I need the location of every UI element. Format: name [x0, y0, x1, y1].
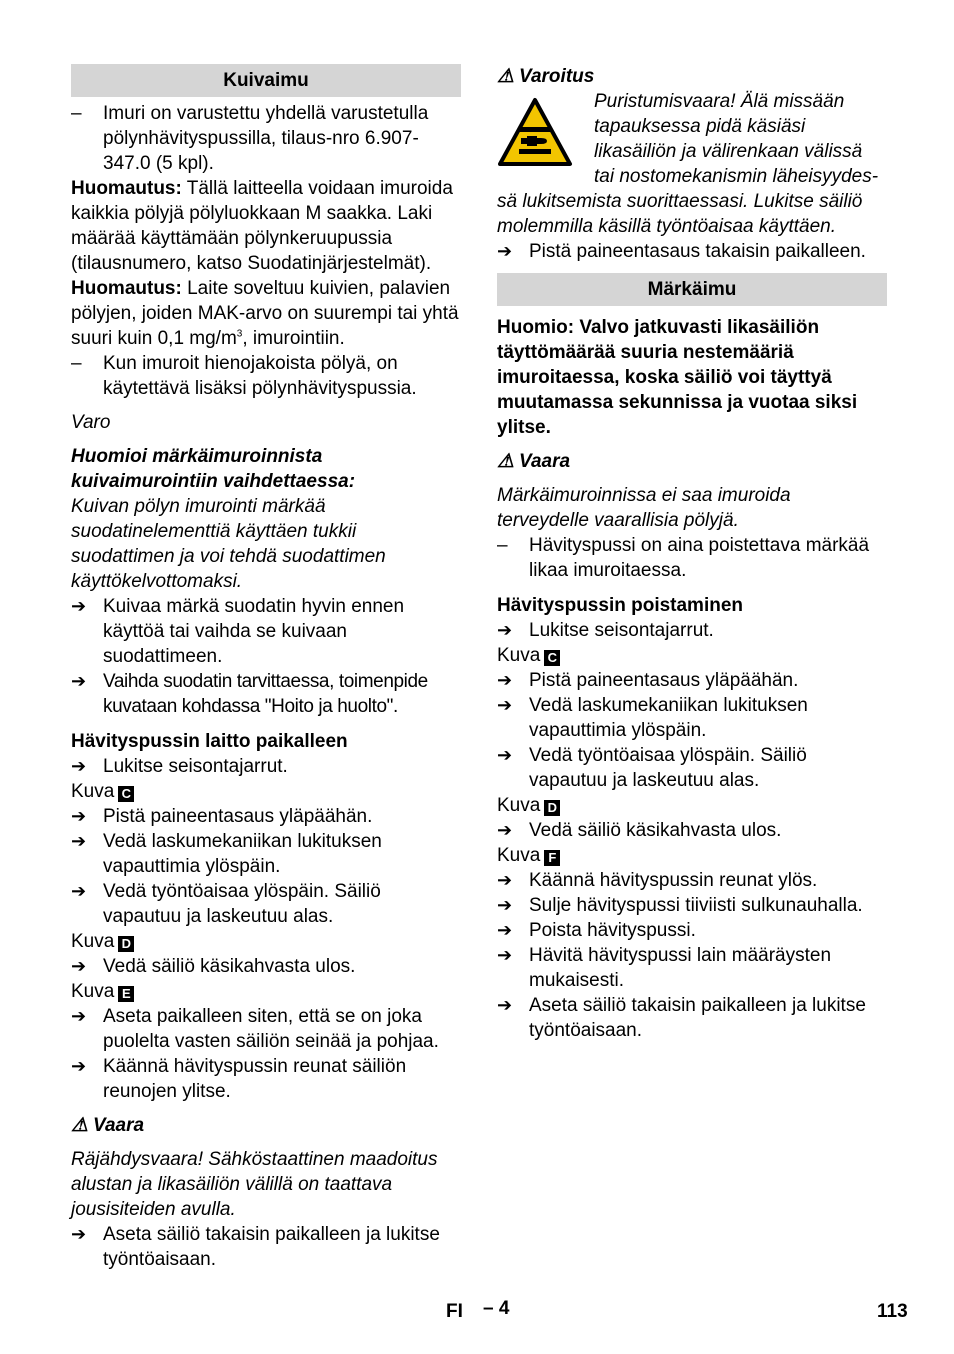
figure-reference — [497, 843, 887, 868]
left-column — [71, 64, 461, 1272]
step-text: Vedä työntöaisaa ylöspäin. Säiliö vapautuu ja laskeutuu alas. — [103, 881, 381, 927]
caution-label: Varo — [71, 412, 111, 433]
note-text: Laite soveltuu kuivien, palavien pölyjen, joiden MAK-arvo on suurempi tai yhtä suuri kuin 0,1 mg/m — [71, 278, 459, 349]
section-heading-markaimu: Märkäimu — [497, 273, 887, 306]
step-text: Sulje hävityspussi tiiviisti sulkunauhalla. — [529, 895, 863, 916]
figure-reference — [71, 779, 461, 804]
step-text: Poista hävityspussi. — [529, 920, 696, 941]
arrow-icon: ➔ — [71, 596, 87, 616]
note-paragraph — [71, 276, 461, 351]
step-item — [497, 618, 887, 643]
step-text: Vedä säiliö käsikahvasta ulos. — [103, 956, 356, 977]
figure-letter: E — [118, 986, 134, 1002]
step-item — [497, 818, 887, 843]
list-item — [71, 351, 461, 401]
warning-icon: ⚠ — [71, 1115, 89, 1136]
step-item — [71, 804, 461, 829]
step-text: Käännä hävityspussin reunat säiliön reunojen ylitse. — [103, 1056, 407, 1102]
step-text: Aseta säiliö takaisin paikalleen ja lukitse työntöaisaan. — [103, 1224, 440, 1270]
step-text: Vedä säiliö käsikahvasta ulos. — [529, 820, 782, 841]
figure-letter: C — [544, 650, 560, 666]
subheading-bag-removal: Hävityspussin poistaminen — [497, 595, 744, 616]
step-text: Pistä paineentasaus yläpäähän. — [103, 806, 373, 827]
danger-label: Vaara — [93, 1115, 145, 1136]
step-text: Pistä paineentasaus takaisin paikalleen. — [529, 241, 866, 262]
crush-hazard-icon — [497, 97, 573, 167]
step-item — [71, 879, 461, 929]
step-text: Pistä paineentasaus yläpäähän. — [529, 670, 799, 691]
danger-heading — [497, 449, 887, 474]
step-text: Lukitse seisontajarrut. — [529, 620, 714, 641]
warning-text: Puristumisvaara! Älä missään tapauksessa pidä käsiäsi likasäiliön ja välirenkaan välissä tai nostomekanismin läheisyydes- — [594, 91, 879, 187]
step-item — [497, 943, 887, 993]
arrow-icon: ➔ — [497, 620, 513, 640]
step-item — [71, 829, 461, 879]
step-text: Lukitse seisontajarrut. — [103, 756, 288, 777]
page-number: 113 — [877, 1301, 908, 1322]
step-item — [497, 693, 887, 743]
arrow-icon: ➔ — [497, 895, 513, 915]
step-item — [497, 893, 887, 918]
arrow-icon: ➔ — [71, 956, 87, 976]
step-item — [71, 594, 461, 669]
dash-marker: – — [497, 535, 508, 556]
arrow-icon: ➔ — [71, 671, 87, 691]
step-text: Kuivaa märkä suodatin hyvin ennen käyttöä tai vaihda se kuivaan suodattimeen. — [103, 596, 405, 667]
step-item — [71, 954, 461, 979]
danger-label: Vaara — [519, 451, 571, 472]
footer-page-marker: – 4 — [483, 1298, 510, 1319]
danger-text: Märkäimuroinnissa ei saa imuroida terveydelle vaarallisia pölyjä. — [497, 485, 791, 531]
note-paragraph — [71, 176, 461, 276]
step-item — [497, 993, 887, 1043]
superscript: 3 — [236, 328, 243, 340]
figure-label: Kuva — [497, 845, 541, 866]
figure-label: Kuva — [497, 645, 541, 666]
subheading-bag-install: Hävityspussin laitto paikalleen — [71, 731, 348, 752]
arrow-icon: ➔ — [71, 1056, 87, 1076]
step-item — [497, 668, 887, 693]
paragraph-text: Kun imuroit hienojakoista pölyä, on käytettävä lisäksi pölynhävityspussia. — [103, 353, 417, 399]
note-text: Tällä laitteella voidaan imuroida kaikkia pölyjä pölyluokkaan M saakka. Laki määrää käyttämään pölynkeruupussia (tilausnumero, katso Suodatinjärjestelmät). — [71, 178, 453, 274]
step-text: Vedä työntöaisaa ylöspäin. Säiliö vapautuu ja laskeutuu alas. — [529, 745, 807, 791]
step-item — [71, 754, 461, 779]
arrow-icon: ➔ — [71, 806, 87, 826]
figure-reference — [71, 929, 461, 954]
arrow-icon: ➔ — [497, 995, 513, 1015]
attention-text: Huomio: Valvo jatkuvasti likasäiliön täyttömäärää suuria nestemääriä imuroitaessa, koska säiliö voi täyttyä muutamassa sekunnissa ja vuotaa siksi ylitse. — [497, 317, 858, 438]
warning-label: Varoitus — [519, 66, 595, 87]
figure-label: Kuva — [71, 781, 115, 802]
arrow-icon: ➔ — [71, 881, 87, 901]
paragraph-text: Hävityspussi on aina poistettava märkää likaa imuroitaessa. — [529, 535, 870, 581]
step-item — [71, 1222, 461, 1272]
arrow-icon: ➔ — [497, 745, 513, 765]
arrow-icon: ➔ — [497, 870, 513, 890]
arrow-icon: ➔ — [71, 756, 87, 776]
dash-marker: – — [71, 353, 82, 374]
danger-text: Räjähdysvaara! Sähköstaattinen maadoitus alustan ja likasäiliön välillä on taattava jousisiteiden avulla. — [71, 1149, 438, 1220]
warning-icon: ⚠ — [497, 66, 515, 87]
arrow-icon: ➔ — [497, 695, 513, 715]
step-text: Käännä hävityspussin reunat ylös. — [529, 870, 818, 891]
figure-reference — [497, 793, 887, 818]
figure-letter: D — [544, 800, 560, 816]
danger-heading — [71, 1113, 461, 1138]
step-text: Aseta paikalleen siten, että se on joka puolelta vasten säiliön seinää ja pohjaa. — [103, 1006, 439, 1052]
figure-letter: F — [544, 850, 560, 866]
arrow-icon: ➔ — [497, 820, 513, 840]
step-item — [497, 868, 887, 893]
step-item — [497, 743, 887, 793]
list-item — [71, 101, 461, 176]
figure-label: Kuva — [71, 931, 115, 952]
dash-marker: – — [71, 103, 82, 124]
figure-letter: C — [118, 786, 134, 802]
section-heading-kuivaimu: Kuivaimu — [71, 64, 461, 97]
arrow-icon: ➔ — [497, 920, 513, 940]
step-text: Hävitä hävityspussi lain määräysten mukaisesti. — [529, 945, 832, 991]
arrow-icon: ➔ — [497, 945, 513, 965]
note-label: Huomautus: — [71, 278, 182, 299]
step-text: Vedä laskumekaniikan lukituksen vapauttimia ylöspäin. — [529, 695, 808, 741]
footer-language: FI — [446, 1301, 463, 1322]
step-text: Vaihda suodatin tarvittaessa, toimenpide kuvataan kohdassa "Hoito ja huolto". — [103, 671, 428, 717]
step-text: Aseta säiliö takaisin paikalleen ja lukitse työntöaisaan. — [529, 995, 866, 1041]
note-text: , imurointiin. — [242, 328, 345, 349]
step-item — [71, 1054, 461, 1104]
figure-label: Kuva — [71, 981, 115, 1002]
warning-text-continued: sä lukitsemista suorittaessasi. Lukitse säiliö molemmilla käsillä työntöaisaa käyttäen. — [497, 191, 863, 237]
step-text: Vedä laskumekaniikan lukituksen vapauttimia ylöspäin. — [103, 831, 382, 877]
arrow-icon: ➔ — [71, 831, 87, 851]
warning-heading — [497, 64, 887, 89]
figure-letter: D — [118, 936, 134, 952]
paragraph-text: Imuri on varustettu yhdellä varustetulla pölynhävityspussilla, tilaus-nro 6.907-347.0 (5 kpl). — [103, 103, 429, 174]
step-item — [71, 669, 461, 719]
figure-reference — [497, 643, 887, 668]
warning-icon: ⚠ — [497, 451, 515, 472]
caution-text: Kuivan pölyn imurointi märkää suodatinelementtiä käyttäen tukkii suodattimen ja voi tehdä suodattimen käyttökelvottomaksi. — [71, 496, 386, 592]
arrow-icon: ➔ — [497, 241, 513, 261]
arrow-icon: ➔ — [71, 1224, 87, 1244]
right-column — [497, 64, 887, 1043]
step-item — [71, 1004, 461, 1054]
figure-label: Kuva — [497, 795, 541, 816]
figure-reference — [71, 979, 461, 1004]
caution-bold-text: Huomioi märkäimuroinnista kuivaimurointiin vaihdettaessa: — [71, 446, 356, 492]
step-item — [497, 918, 887, 943]
note-label: Huomautus: — [71, 178, 182, 199]
step-item — [497, 239, 887, 264]
arrow-icon: ➔ — [497, 670, 513, 690]
list-item — [497, 533, 887, 583]
arrow-icon: ➔ — [71, 1006, 87, 1026]
warning-block — [497, 89, 887, 189]
